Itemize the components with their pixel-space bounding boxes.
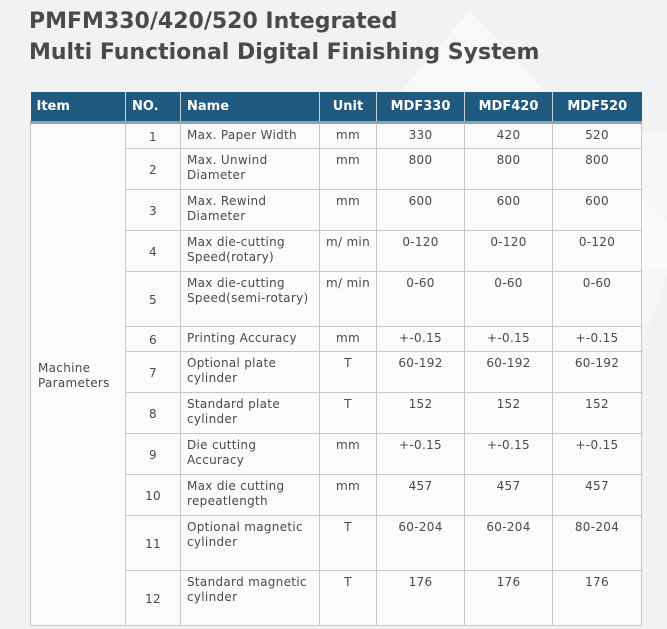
cell-unit: mm <box>320 475 377 516</box>
cell-mdf330: 457 <box>377 475 465 516</box>
cell-no: 12 <box>126 571 181 626</box>
cell-mdf420: 420 <box>465 123 553 149</box>
cell-mdf520: 152 <box>553 393 642 434</box>
title-line-1: PMFM330/420/520 Integrated <box>29 9 398 34</box>
cell-unit: mm <box>320 123 377 149</box>
cell-mdf330: +-0.15 <box>377 434 465 475</box>
cell-mdf420: 152 <box>465 393 553 434</box>
cell-mdf420: 0-120 <box>465 231 553 272</box>
cell-name: Max die-cutting Speed(semi-rotary) <box>181 272 320 327</box>
cell-mdf330: +-0.15 <box>377 327 465 352</box>
header-unit: Unit <box>320 92 377 123</box>
cell-mdf420: 800 <box>465 149 553 190</box>
cell-no: 11 <box>126 516 181 571</box>
cell-no: 6 <box>126 327 181 352</box>
cell-mdf520: +-0.15 <box>553 327 642 352</box>
header-mdf330: MDF330 <box>377 92 465 123</box>
page-title <box>29 6 539 68</box>
cell-mdf420: 600 <box>465 190 553 231</box>
cell-unit: T <box>320 516 377 571</box>
cell-name: Max die cutting repeatlength <box>181 475 320 516</box>
group-label: Machine Parameters <box>31 123 126 626</box>
cell-mdf330: 60-204 <box>377 516 465 571</box>
cell-name: Standard plate cylinder <box>181 393 320 434</box>
cell-name: Max. Rewind Diameter <box>181 190 320 231</box>
cell-no: 4 <box>126 231 181 272</box>
header-mdf420: MDF420 <box>465 92 553 123</box>
cell-name: Optional plate cylinder <box>181 352 320 393</box>
cell-name: Printing Accuracy <box>181 327 320 352</box>
cell-mdf330: 60-192 <box>377 352 465 393</box>
cell-mdf330: 152 <box>377 393 465 434</box>
header-name: Name <box>181 92 320 123</box>
cell-mdf520: 600 <box>553 190 642 231</box>
cell-mdf330: 800 <box>377 149 465 190</box>
table-row <box>31 123 642 149</box>
cell-mdf520: +-0.15 <box>553 434 642 475</box>
cell-no: 8 <box>126 393 181 434</box>
cell-no: 5 <box>126 272 181 327</box>
cell-mdf330: 600 <box>377 190 465 231</box>
cell-name: Die cutting Accuracy <box>181 434 320 475</box>
cell-name: Max. Paper Width <box>181 123 320 149</box>
cell-unit: mm <box>320 149 377 190</box>
cell-name: Max. Unwind Diameter <box>181 149 320 190</box>
spec-table <box>30 92 642 626</box>
cell-mdf330: 176 <box>377 571 465 626</box>
cell-mdf420: 60-204 <box>465 516 553 571</box>
cell-name: Standard magnetic cylinder <box>181 571 320 626</box>
cell-unit: T <box>320 393 377 434</box>
cell-name: Max die-cutting Speed(rotary) <box>181 231 320 272</box>
cell-mdf420: 60-192 <box>465 352 553 393</box>
cell-no: 3 <box>126 190 181 231</box>
cell-mdf520: 457 <box>553 475 642 516</box>
cell-unit: mm <box>320 434 377 475</box>
cell-mdf420: 176 <box>465 571 553 626</box>
cell-unit: m/ min <box>320 231 377 272</box>
cell-unit: T <box>320 352 377 393</box>
cell-no: 10 <box>126 475 181 516</box>
cell-mdf330: 0-120 <box>377 231 465 272</box>
title-line-2: Multi Functional Digital Finishing System <box>29 40 540 65</box>
cell-no: 2 <box>126 149 181 190</box>
header-no: NO. <box>126 92 181 123</box>
cell-mdf520: 0-120 <box>553 231 642 272</box>
header-item: Item <box>31 92 126 123</box>
cell-name: Optional magnetic cylinder <box>181 516 320 571</box>
cell-mdf420: 457 <box>465 475 553 516</box>
cell-unit: T <box>320 571 377 626</box>
cell-mdf330: 0-60 <box>377 272 465 327</box>
cell-mdf330: 330 <box>377 123 465 149</box>
cell-mdf520: 800 <box>553 149 642 190</box>
header-mdf520: MDF520 <box>553 92 642 123</box>
cell-mdf420: +-0.15 <box>465 434 553 475</box>
cell-mdf420: +-0.15 <box>465 327 553 352</box>
cell-mdf520: 176 <box>553 571 642 626</box>
cell-no: 9 <box>126 434 181 475</box>
cell-mdf520: 80-204 <box>553 516 642 571</box>
cell-unit: m/ min <box>320 272 377 327</box>
cell-unit: mm <box>320 190 377 231</box>
table-header-row <box>31 92 642 123</box>
cell-no: 7 <box>126 352 181 393</box>
cell-unit: mm <box>320 327 377 352</box>
cell-mdf520: 520 <box>553 123 642 149</box>
cell-mdf520: 60-192 <box>553 352 642 393</box>
cell-mdf420: 0-60 <box>465 272 553 327</box>
cell-mdf520: 0-60 <box>553 272 642 327</box>
cell-no: 1 <box>126 123 181 149</box>
